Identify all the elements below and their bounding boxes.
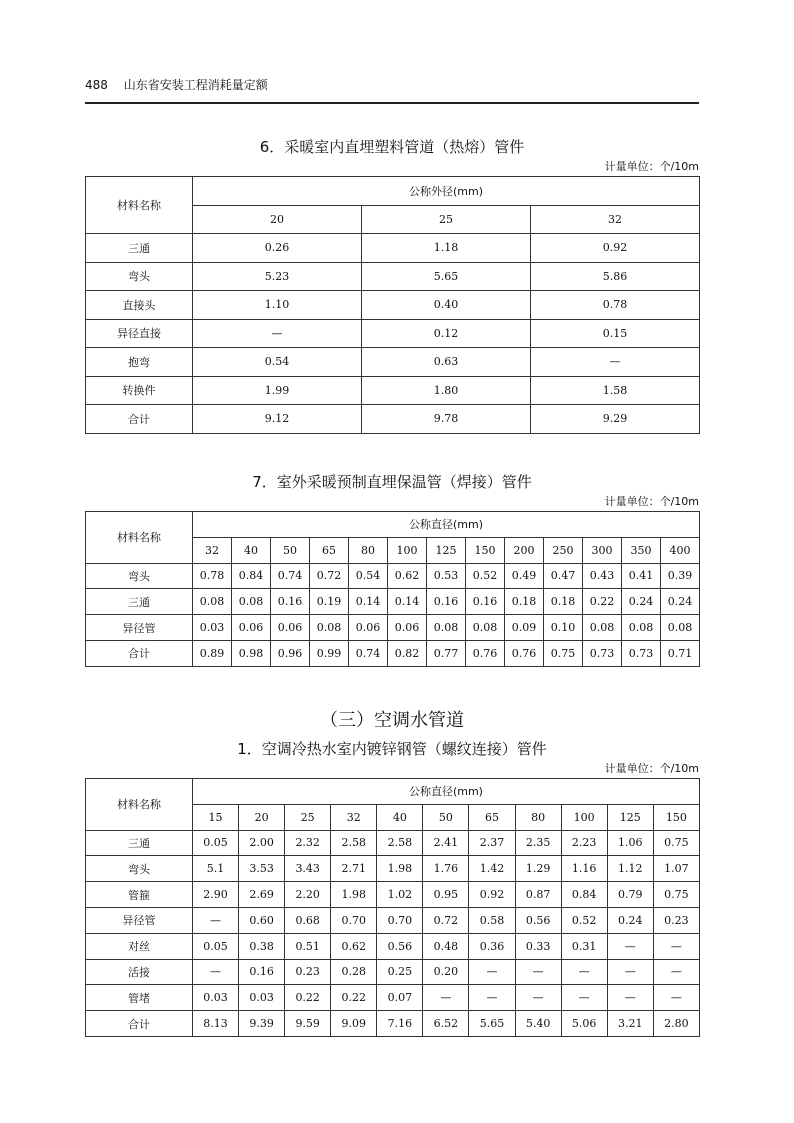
page-number: 488: [85, 78, 108, 92]
value-cell: 2.90: [193, 882, 239, 908]
value-cell: 0.78: [193, 563, 232, 589]
value-cell: —: [469, 959, 515, 985]
value-cell: 0.99: [310, 640, 349, 666]
table3-unit: 计量单位：个/10m: [604, 762, 699, 775]
size-header-cell: 25: [285, 804, 331, 830]
value-cell: 0.23: [285, 959, 331, 985]
value-cell: 8.13: [193, 1011, 239, 1037]
material-name-header: 材料名称: [86, 512, 193, 564]
value-cell: 0.70: [331, 907, 377, 933]
material-name-cell: 异径管: [86, 907, 193, 933]
value-cell: 9.78: [362, 405, 531, 434]
material-name-header: 材料名称: [86, 779, 193, 831]
value-cell: 0.52: [561, 907, 607, 933]
value-cell: 1.02: [377, 882, 423, 908]
value-cell: 0.58: [469, 907, 515, 933]
value-cell: 0.71: [661, 640, 700, 666]
value-cell: 0.16: [271, 589, 310, 615]
table-row: [86, 907, 700, 933]
value-cell: 9.09: [331, 1011, 377, 1037]
size-header-cell: 50: [423, 804, 469, 830]
value-cell: 0.18: [544, 589, 583, 615]
size-header-cell: 400: [661, 537, 700, 563]
material-name-cell: 直接头: [86, 291, 193, 320]
material-name-cell: 合计: [86, 640, 193, 666]
value-cell: 0.96: [271, 640, 310, 666]
size-header-cell: 125: [427, 537, 466, 563]
value-cell: —: [515, 959, 561, 985]
value-cell: 0.07: [377, 985, 423, 1011]
value-cell: 0.76: [466, 640, 505, 666]
value-cell: 3.53: [239, 856, 285, 882]
value-cell: 0.22: [331, 985, 377, 1011]
value-cell: —: [193, 319, 362, 348]
value-cell: —: [653, 959, 699, 985]
value-cell: 0.05: [193, 830, 239, 856]
table-row: [86, 933, 700, 959]
material-name-cell: 弯头: [86, 563, 193, 589]
value-cell: 1.18: [362, 234, 531, 263]
value-cell: 1.42: [469, 856, 515, 882]
table-row: [86, 319, 700, 348]
value-cell: 5.23: [193, 262, 362, 291]
table-row: [86, 1011, 700, 1037]
header-row: [86, 512, 700, 538]
value-cell: 5.65: [469, 1011, 515, 1037]
value-cell: —: [193, 907, 239, 933]
value-cell: 0.60: [239, 907, 285, 933]
value-cell: 0.08: [232, 589, 271, 615]
value-cell: 2.69: [239, 882, 285, 908]
value-cell: 0.22: [285, 985, 331, 1011]
value-cell: 2.35: [515, 830, 561, 856]
size-header-cell: 32: [331, 804, 377, 830]
value-cell: —: [607, 959, 653, 985]
value-cell: 0.84: [561, 882, 607, 908]
value-cell: 7.16: [377, 1011, 423, 1037]
book-title: 山东省安装工程消耗量定额: [123, 78, 268, 92]
value-cell: 1.98: [331, 882, 377, 908]
value-cell: —: [653, 985, 699, 1011]
value-cell: 0.14: [388, 589, 427, 615]
material-name-cell: 转换件: [86, 376, 193, 405]
value-cell: —: [607, 933, 653, 959]
size-header-cell: 20: [193, 205, 362, 234]
table1-unit: 计量单位：个/10m: [604, 160, 699, 173]
value-cell: 0.26: [193, 234, 362, 263]
value-cell: 2.37: [469, 830, 515, 856]
table-row: [86, 589, 700, 615]
value-cell: 3.21: [607, 1011, 653, 1037]
value-cell: 0.49: [505, 563, 544, 589]
value-cell: 0.06: [232, 615, 271, 641]
value-cell: 1.10: [193, 291, 362, 320]
material-name-cell: 三通: [86, 234, 193, 263]
value-cell: 0.09: [505, 615, 544, 641]
material-name-cell: 弯头: [86, 856, 193, 882]
value-cell: 2.32: [285, 830, 331, 856]
value-cell: 1.29: [515, 856, 561, 882]
material-name-cell: 三通: [86, 589, 193, 615]
value-cell: 0.48: [423, 933, 469, 959]
value-cell: —: [561, 959, 607, 985]
table3: [85, 778, 700, 1037]
table-row: [86, 640, 700, 666]
section-heading: （三）空调水管道: [320, 710, 464, 731]
size-header-cell: 350: [622, 537, 661, 563]
value-cell: 0.16: [239, 959, 285, 985]
value-cell: 0.77: [427, 640, 466, 666]
value-cell: 0.54: [349, 563, 388, 589]
value-cell: 0.79: [607, 882, 653, 908]
diameter-group-header: 公称直径(mm): [193, 512, 700, 538]
value-cell: 2.58: [377, 830, 423, 856]
size-header-cell: 150: [653, 804, 699, 830]
value-cell: 0.75: [544, 640, 583, 666]
value-cell: 0.25: [377, 959, 423, 985]
size-header-cell: 32: [531, 205, 700, 234]
value-cell: 0.08: [466, 615, 505, 641]
value-cell: 2.41: [423, 830, 469, 856]
table-row: [86, 376, 700, 405]
value-cell: 5.1: [193, 856, 239, 882]
size-header-cell: 50: [271, 537, 310, 563]
value-cell: 0.70: [377, 907, 423, 933]
value-cell: 3.43: [285, 856, 331, 882]
value-cell: —: [469, 985, 515, 1011]
value-cell: 0.36: [469, 933, 515, 959]
value-cell: 0.54: [193, 348, 362, 377]
value-cell: 0.03: [239, 985, 285, 1011]
value-cell: 1.98: [377, 856, 423, 882]
size-header-cell: 200: [505, 537, 544, 563]
table-row: [86, 291, 700, 320]
material-name-cell: 异径管: [86, 615, 193, 641]
value-cell: 5.06: [561, 1011, 607, 1037]
value-cell: 1.06: [607, 830, 653, 856]
value-cell: 0.10: [544, 615, 583, 641]
value-cell: 0.72: [310, 563, 349, 589]
value-cell: 1.16: [561, 856, 607, 882]
header-row: [86, 779, 700, 805]
table-row: [86, 348, 700, 377]
value-cell: 0.24: [661, 589, 700, 615]
material-name-cell: 合计: [86, 1011, 193, 1037]
value-cell: 0.06: [349, 615, 388, 641]
value-cell: 0.89: [193, 640, 232, 666]
size-header-cell: 40: [377, 804, 423, 830]
value-cell: 9.39: [239, 1011, 285, 1037]
value-cell: 0.76: [505, 640, 544, 666]
value-cell: 0.40: [362, 291, 531, 320]
table1-title: 6．采暖室内直埋塑料管道（热熔）管件: [259, 138, 525, 156]
table-row: [86, 959, 700, 985]
material-name-cell: 管箍: [86, 882, 193, 908]
page-header: [85, 76, 699, 104]
value-cell: 0.08: [427, 615, 466, 641]
table-row: [86, 615, 700, 641]
value-cell: 0.12: [362, 319, 531, 348]
material-name-cell: 抱弯: [86, 348, 193, 377]
value-cell: 0.22: [583, 589, 622, 615]
value-cell: 0.98: [232, 640, 271, 666]
value-cell: 0.75: [653, 882, 699, 908]
value-cell: 0.53: [427, 563, 466, 589]
value-cell: 1.99: [193, 376, 362, 405]
value-cell: 0.73: [583, 640, 622, 666]
value-cell: —: [515, 985, 561, 1011]
value-cell: —: [653, 933, 699, 959]
value-cell: 0.74: [349, 640, 388, 666]
value-cell: 0.08: [622, 615, 661, 641]
header-row: [86, 177, 700, 206]
material-name-cell: 活接: [86, 959, 193, 985]
table-row: [86, 563, 700, 589]
diameter-group-header: 公称外径(mm): [193, 177, 700, 206]
value-cell: —: [423, 985, 469, 1011]
value-cell: 0.52: [466, 563, 505, 589]
material-name-cell: 对丝: [86, 933, 193, 959]
value-cell: 0.08: [661, 615, 700, 641]
table-row: [86, 234, 700, 263]
value-cell: 5.86: [531, 262, 700, 291]
table-row: [86, 856, 700, 882]
value-cell: 0.87: [515, 882, 561, 908]
value-cell: 0.19: [310, 589, 349, 615]
size-header-cell: 15: [193, 804, 239, 830]
size-header-cell: 100: [561, 804, 607, 830]
value-cell: 0.14: [349, 589, 388, 615]
size-header-cell: 32: [193, 537, 232, 563]
value-cell: 2.58: [331, 830, 377, 856]
material-name-cell: 异径直接: [86, 319, 193, 348]
value-cell: 0.08: [193, 589, 232, 615]
value-cell: 9.12: [193, 405, 362, 434]
value-cell: 0.56: [377, 933, 423, 959]
table-row: [86, 830, 700, 856]
value-cell: 0.56: [515, 907, 561, 933]
value-cell: 1.80: [362, 376, 531, 405]
value-cell: 2.80: [653, 1011, 699, 1037]
size-header-cell: 65: [310, 537, 349, 563]
value-cell: 0.74: [271, 563, 310, 589]
size-header-cell: 25: [362, 205, 531, 234]
size-header-cell: 250: [544, 537, 583, 563]
table2-title: 7．室外采暖预制直埋保温管（焊接）管件: [252, 473, 532, 491]
value-cell: 0.47: [544, 563, 583, 589]
value-cell: 2.20: [285, 882, 331, 908]
value-cell: —: [531, 348, 700, 377]
value-cell: —: [193, 959, 239, 985]
value-cell: 1.12: [607, 856, 653, 882]
value-cell: 0.08: [583, 615, 622, 641]
table2-unit: 计量单位：个/10m: [604, 495, 699, 508]
material-name-cell: 合计: [86, 405, 193, 434]
value-cell: 1.76: [423, 856, 469, 882]
value-cell: 0.16: [427, 589, 466, 615]
value-cell: 0.95: [423, 882, 469, 908]
table-row: [86, 882, 700, 908]
table1: [85, 176, 700, 434]
table3-title: 1．空调冷热水室内镀锌钢管（螺纹连接）管件: [237, 740, 547, 758]
table-row: [86, 262, 700, 291]
value-cell: 0.15: [531, 319, 700, 348]
value-cell: 0.31: [561, 933, 607, 959]
value-cell: 0.92: [531, 234, 700, 263]
value-cell: 0.24: [607, 907, 653, 933]
value-cell: 9.59: [285, 1011, 331, 1037]
size-header-cell: 100: [388, 537, 427, 563]
value-cell: 2.23: [561, 830, 607, 856]
value-cell: 0.82: [388, 640, 427, 666]
value-cell: 0.05: [193, 933, 239, 959]
value-cell: 0.84: [232, 563, 271, 589]
table-row: [86, 405, 700, 434]
size-header-cell: 20: [239, 804, 285, 830]
value-cell: 0.78: [531, 291, 700, 320]
value-cell: 0.06: [271, 615, 310, 641]
size-header-cell: 125: [607, 804, 653, 830]
value-cell: 0.43: [583, 563, 622, 589]
value-cell: 2.71: [331, 856, 377, 882]
value-cell: 0.38: [239, 933, 285, 959]
value-cell: 0.33: [515, 933, 561, 959]
value-cell: 0.62: [331, 933, 377, 959]
value-cell: 1.58: [531, 376, 700, 405]
material-name-cell: 弯头: [86, 262, 193, 291]
value-cell: 0.63: [362, 348, 531, 377]
material-name-cell: 三通: [86, 830, 193, 856]
value-cell: 0.16: [466, 589, 505, 615]
material-name-cell: 管堵: [86, 985, 193, 1011]
value-cell: 0.18: [505, 589, 544, 615]
value-cell: 0.28: [331, 959, 377, 985]
value-cell: 0.68: [285, 907, 331, 933]
value-cell: 2.00: [239, 830, 285, 856]
value-cell: 0.62: [388, 563, 427, 589]
value-cell: 0.03: [193, 615, 232, 641]
size-header-cell: 300: [583, 537, 622, 563]
value-cell: 0.72: [423, 907, 469, 933]
size-header-cell: 40: [232, 537, 271, 563]
diameter-group-header: 公称直径(mm): [193, 779, 700, 805]
value-cell: —: [607, 985, 653, 1011]
value-cell: 0.24: [622, 589, 661, 615]
size-header-cell: 80: [349, 537, 388, 563]
value-cell: 0.03: [193, 985, 239, 1011]
table2: [85, 511, 700, 667]
value-cell: 0.06: [388, 615, 427, 641]
value-cell: 0.23: [653, 907, 699, 933]
value-cell: 6.52: [423, 1011, 469, 1037]
value-cell: 0.51: [285, 933, 331, 959]
table-row: [86, 985, 700, 1011]
value-cell: 0.92: [469, 882, 515, 908]
value-cell: 5.40: [515, 1011, 561, 1037]
value-cell: 0.20: [423, 959, 469, 985]
value-cell: 0.73: [622, 640, 661, 666]
value-cell: 0.75: [653, 830, 699, 856]
value-cell: 9.29: [531, 405, 700, 434]
value-cell: 1.07: [653, 856, 699, 882]
value-cell: 0.39: [661, 563, 700, 589]
value-cell: 0.41: [622, 563, 661, 589]
value-cell: 5.65: [362, 262, 531, 291]
material-name-header: 材料名称: [86, 177, 193, 234]
value-cell: 0.08: [310, 615, 349, 641]
size-header-cell: 65: [469, 804, 515, 830]
size-header-cell: 80: [515, 804, 561, 830]
value-cell: —: [561, 985, 607, 1011]
size-header-cell: 150: [466, 537, 505, 563]
